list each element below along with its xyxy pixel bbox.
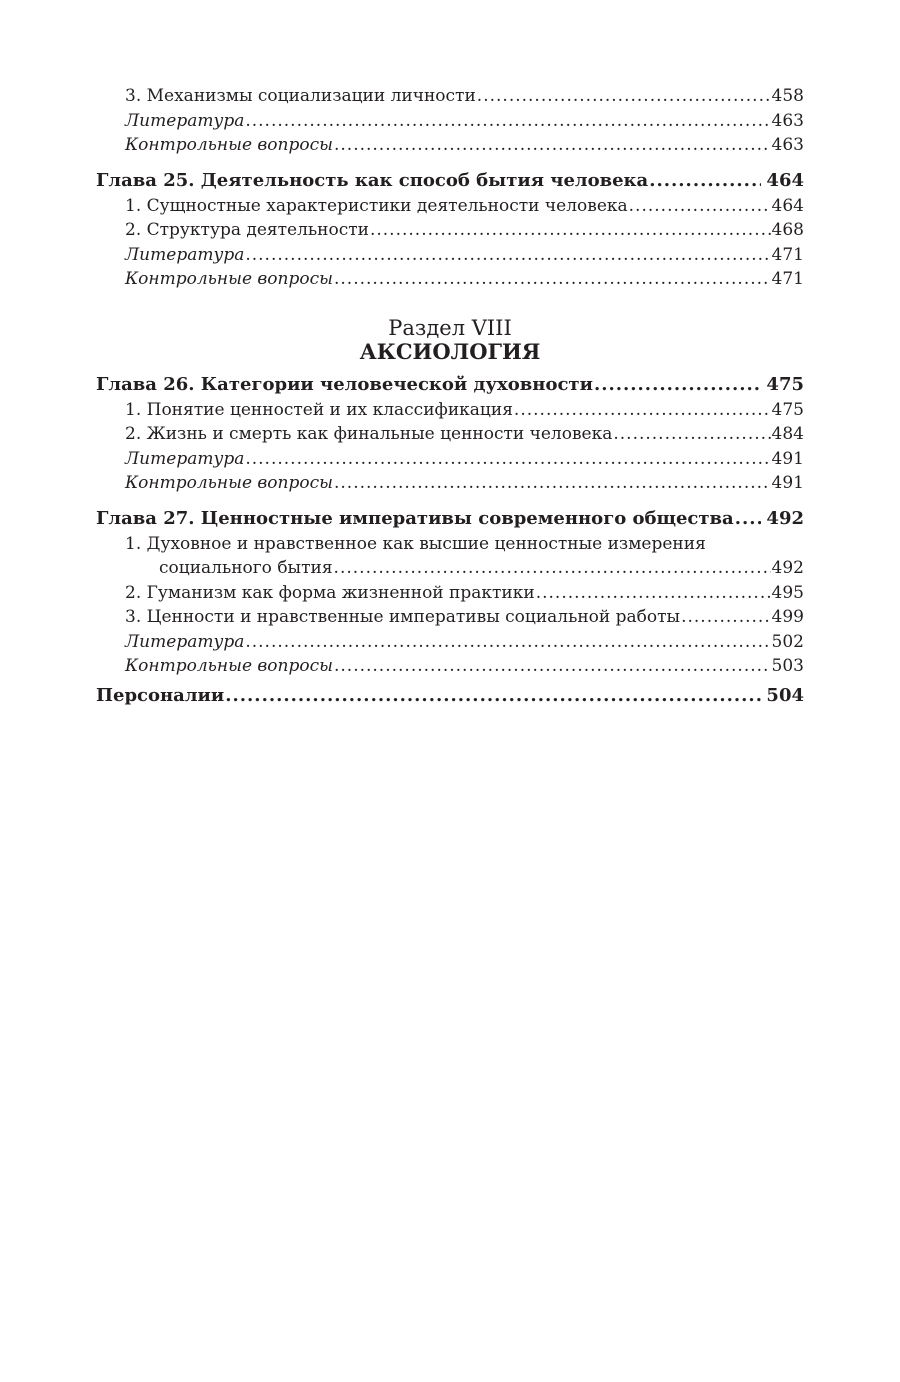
chapter-page: 475 [766, 373, 804, 395]
dot-leader [594, 372, 761, 398]
toc-entry[interactable] [96, 605, 804, 630]
toc-entry-literature[interactable] [96, 447, 804, 472]
entry-title: Литература [125, 448, 245, 469]
entry-title: 2. Гуманизм как форма жизненной практики [125, 582, 535, 603]
entry-title-line1: 1. Духовное и нравственное как высшие ценностные измерения [125, 533, 706, 554]
chapter-page: 464 [766, 169, 804, 191]
dot-leader [334, 471, 771, 496]
dot-leader [334, 654, 771, 679]
toc-chapter-27[interactable] [96, 506, 804, 532]
entry-page: 468 [771, 220, 804, 240]
toc-chapter-26[interactable] [96, 372, 804, 398]
dot-leader [334, 556, 771, 581]
part-name: АКСИОЛОГИЯ [359, 338, 541, 364]
chapter-title: Глава 26. Категории человеческой духовности [96, 373, 593, 395]
toc-entry-questions[interactable] [96, 471, 804, 496]
toc-entry-questions[interactable] [96, 133, 804, 158]
dot-leader [514, 398, 771, 423]
dot-leader [629, 194, 771, 219]
entry-title: Литература [125, 244, 245, 265]
entry-page: 471 [771, 244, 804, 265]
dot-leader [245, 109, 770, 134]
dot-leader [245, 243, 770, 268]
entry-title: Литература [125, 110, 245, 131]
entry-title: Контрольные вопросы [125, 473, 333, 493]
entry-title: Литература [125, 631, 245, 652]
toc-persons[interactable] [96, 683, 804, 709]
dot-leader [649, 168, 761, 194]
entry-title: 2. Структура деятельности [125, 220, 369, 240]
dot-leader [681, 605, 770, 630]
toc-entry-literature[interactable] [96, 109, 804, 134]
dot-leader [735, 506, 762, 532]
dot-leader [334, 133, 771, 158]
chapter-page: 504 [766, 684, 804, 706]
entry-page: 458 [771, 86, 804, 106]
entry-page: 499 [771, 607, 804, 627]
entry-page: 471 [771, 269, 804, 289]
toc-entry-literature[interactable] [96, 243, 804, 268]
entry-page: 502 [771, 631, 804, 652]
entry-page: 464 [771, 195, 804, 216]
entry-title: 3. Ценности и нравственные императивы социальной работы [125, 607, 681, 627]
dot-leader [613, 422, 770, 447]
toc-entry[interactable] [96, 194, 804, 219]
dot-leader [477, 84, 771, 109]
toc-entry-questions[interactable] [96, 654, 804, 679]
part-heading [96, 316, 804, 364]
dot-leader [334, 267, 771, 292]
entry-title: 3. Механизмы социализации личности [125, 86, 476, 106]
part-number: Раздел VIII [388, 315, 512, 340]
entry-page: 491 [771, 448, 804, 469]
dot-leader [370, 218, 771, 243]
toc-entry-continuation[interactable] [96, 556, 804, 581]
toc-entry-first-line[interactable] [96, 532, 804, 557]
dot-leader [536, 581, 771, 606]
entry-title: 1. Понятие ценностей и их классификация [125, 399, 513, 420]
entry-page: 475 [771, 399, 804, 420]
entry-page: 484 [771, 424, 804, 444]
chapter-title: Глава 27. Ценностные императивы современного общества [96, 507, 734, 529]
entry-page: 491 [771, 473, 804, 493]
entry-page: 492 [771, 558, 804, 578]
toc-entry-questions[interactable] [96, 267, 804, 292]
entry-title-line2: социального бытия [159, 558, 333, 578]
entry-page: 463 [771, 110, 804, 131]
entry-title: Контрольные вопросы [125, 135, 333, 155]
chapter-title: Глава 25. Деятельность как способ бытия человека [96, 169, 649, 191]
toc-entry-literature[interactable] [96, 630, 804, 655]
toc-entry[interactable] [96, 218, 804, 243]
entry-page: 503 [771, 656, 804, 676]
toc-entry[interactable] [96, 581, 804, 606]
entry-page: 463 [771, 135, 804, 155]
toc-entry[interactable] [96, 84, 804, 109]
entry-title: 1. Сущностные характеристики деятельности человека [125, 195, 628, 216]
toc-entry[interactable] [96, 398, 804, 423]
toc-chapter-25[interactable] [96, 168, 804, 194]
dot-leader [245, 447, 770, 472]
chapter-page: 492 [766, 507, 804, 529]
entry-title: Контрольные вопросы [125, 656, 333, 676]
dot-leader [225, 683, 761, 709]
dot-leader [245, 630, 770, 655]
entry-title: 2. Жизнь и смерть как финальные ценности человека [125, 424, 613, 444]
chapter-title: Персоналии [96, 684, 225, 706]
toc-entry[interactable] [96, 422, 804, 447]
entry-page: 495 [771, 582, 804, 603]
table-of-contents [96, 84, 804, 709]
entry-title: Контрольные вопросы [125, 269, 333, 289]
